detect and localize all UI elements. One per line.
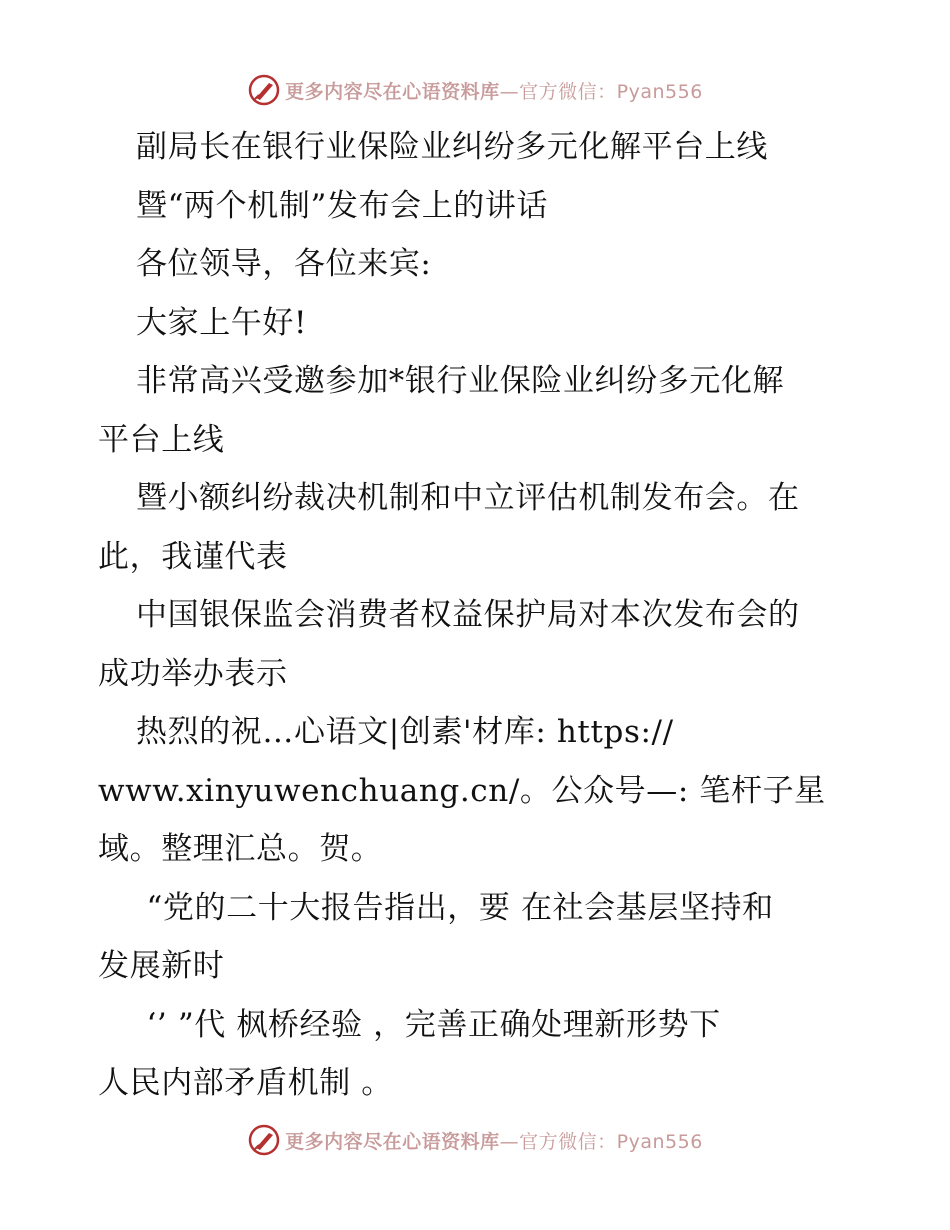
text-line: ‘’ ”代 枫桥经验 ，完善正确处理新形势下 (136, 1006, 721, 1043)
watermark-text: 更多内容尽在心语资料库—官方微信：Pyan556 (285, 1130, 703, 1153)
text-line: 人民内部矛盾机制 。 (98, 1065, 393, 1101)
watermark-text: 更多内容尽在心语资料库—官方微信：Pyan556 (285, 80, 703, 103)
text-line: 非常高兴受邀参加*银行业保险业纠纷多元化解 (136, 363, 785, 399)
document-body (98, 118, 858, 1113)
text-line: 副局长在银行业保险业纠纷多元化解平台上线 (136, 129, 768, 165)
feather-pen-logo-icon (247, 1123, 281, 1157)
text-line: 域。整理汇总。贺。 (98, 831, 383, 867)
text-line: 成功举办表示 (98, 655, 288, 692)
header-watermark (0, 70, 950, 110)
text-line: “党的二十大报告指出，要 在社会基层坚持和 (136, 889, 774, 926)
text-line: 各位领导，各位来宾: (136, 246, 432, 282)
text-line: 暨“两个机制”发布会上的讲话 (136, 187, 549, 224)
text-line: 此，我谨代表 (98, 538, 288, 575)
text-line: 发展新时 (98, 948, 225, 984)
text-line: 暨小额纠纷裁决机制和中立评估机制发布会。在 (136, 480, 800, 516)
text-line: 平台上线 (98, 421, 225, 458)
text-line: 大家上午好! (136, 304, 308, 341)
footer-watermark (0, 1120, 950, 1160)
text-line: 热烈的祝…心语文|创素'材库: https:// (136, 714, 674, 750)
text-line: www.xinyuwenchuang.cn/。公众号—: 笔杆子星 (98, 772, 826, 809)
feather-pen-logo-icon (247, 73, 281, 107)
text-line: 中国银保监会消费者权益保护局对本次发布会的 (136, 597, 800, 633)
